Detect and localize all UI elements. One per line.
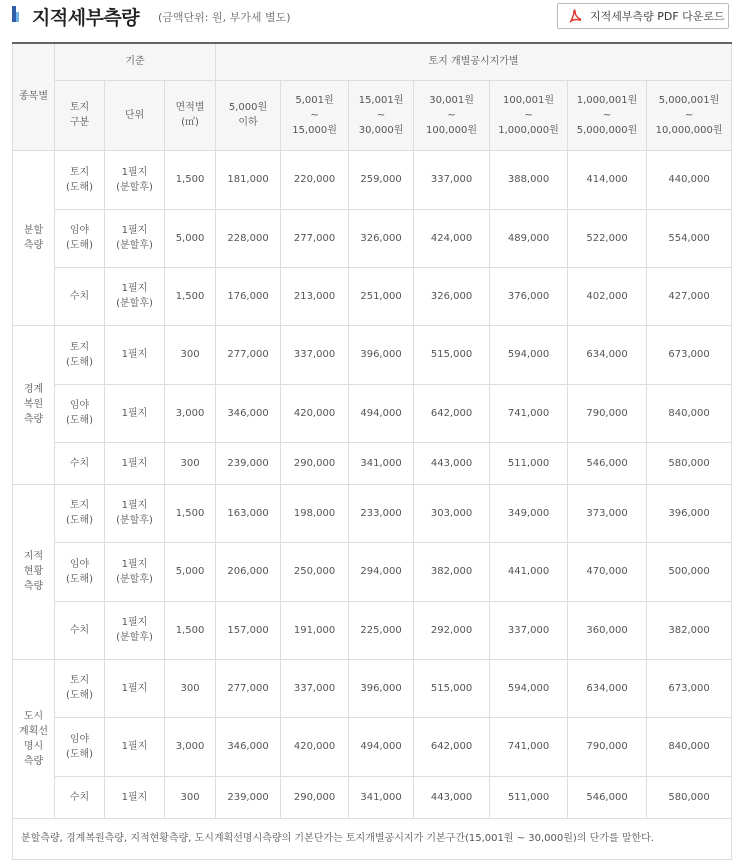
price-cell: 546,000 bbox=[568, 442, 647, 484]
price-cell: 228,000 bbox=[216, 209, 281, 267]
price-cell: 303,000 bbox=[414, 484, 490, 542]
price-range-header: 30,001원 ~ 100,000원 bbox=[414, 80, 490, 150]
area-cell: 5,000 bbox=[165, 542, 216, 601]
land-type-header: 토지 구분 bbox=[55, 80, 105, 150]
price-cell: 225,000 bbox=[349, 601, 414, 659]
area-cell: 1,500 bbox=[165, 150, 216, 209]
unit-cell: 1필지 bbox=[105, 717, 165, 776]
area-cell: 1,500 bbox=[165, 484, 216, 542]
price-cell: 373,000 bbox=[568, 484, 647, 542]
price-cell: 634,000 bbox=[568, 659, 647, 717]
price-cell: 290,000 bbox=[281, 442, 349, 484]
table-row bbox=[13, 717, 732, 776]
price-range-header: 5,001원 ~ 15,000원 bbox=[281, 80, 349, 150]
unit-cell: 1필지 (분할후) bbox=[105, 150, 165, 209]
price-cell: 337,000 bbox=[414, 150, 490, 209]
table-row bbox=[13, 325, 732, 384]
price-range-header: 1,000,001원 ~ 5,000,000원 bbox=[568, 80, 647, 150]
survey-category-cell: 분할 측량 bbox=[13, 150, 55, 325]
table-row bbox=[13, 601, 732, 659]
price-cell: 346,000 bbox=[216, 384, 281, 442]
price-cell: 414,000 bbox=[568, 150, 647, 209]
area-header: 면적별 (㎡) bbox=[165, 80, 216, 150]
price-cell: 326,000 bbox=[414, 267, 490, 325]
price-cell: 396,000 bbox=[647, 484, 732, 542]
price-cell: 360,000 bbox=[568, 601, 647, 659]
price-cell: 494,000 bbox=[349, 384, 414, 442]
price-range-header: 5,000원 이하 bbox=[216, 80, 281, 150]
price-cell: 494,000 bbox=[349, 717, 414, 776]
pdf-download-label: 지적세부측량 PDF 다운로드 bbox=[590, 10, 725, 23]
price-cell: 239,000 bbox=[216, 442, 281, 484]
land-type-cell: 수치 bbox=[55, 267, 105, 325]
survey-category-cell: 지적 현황 측량 bbox=[13, 484, 55, 659]
price-cell: 840,000 bbox=[647, 717, 732, 776]
price-cell: 511,000 bbox=[490, 776, 568, 818]
price-cell: 349,000 bbox=[490, 484, 568, 542]
land-type-cell: 수치 bbox=[55, 776, 105, 818]
price-cell: 441,000 bbox=[490, 542, 568, 601]
price-cell: 673,000 bbox=[647, 659, 732, 717]
unit-cell: 1필지 (분할후) bbox=[105, 484, 165, 542]
unit-cell: 1필지 (분할후) bbox=[105, 542, 165, 601]
price-range-header: 15,001원 ~ 30,000원 bbox=[349, 80, 414, 150]
price-cell: 515,000 bbox=[414, 659, 490, 717]
price-cell: 294,000 bbox=[349, 542, 414, 601]
price-cell: 341,000 bbox=[349, 442, 414, 484]
price-cell: 642,000 bbox=[414, 384, 490, 442]
price-cell: 790,000 bbox=[568, 717, 647, 776]
price-cell: 376,000 bbox=[490, 267, 568, 325]
price-cell: 580,000 bbox=[647, 442, 732, 484]
price-cell: 277,000 bbox=[216, 325, 281, 384]
page-header bbox=[0, 0, 737, 42]
land-type-cell: 임야 (도해) bbox=[55, 209, 105, 267]
table-row bbox=[13, 484, 732, 542]
price-cell: 443,000 bbox=[414, 776, 490, 818]
area-cell: 300 bbox=[165, 442, 216, 484]
pdf-download-button[interactable] bbox=[557, 3, 729, 29]
price-cell: 470,000 bbox=[568, 542, 647, 601]
criteria-header: 기준 bbox=[55, 43, 216, 80]
land-type-cell: 토지 (도해) bbox=[55, 484, 105, 542]
price-cell: 388,000 bbox=[490, 150, 568, 209]
title-marker-icon bbox=[12, 6, 18, 22]
unit-cell: 1필지 (분할후) bbox=[105, 267, 165, 325]
page-title: 지적세부측량 bbox=[32, 7, 140, 29]
area-cell: 3,000 bbox=[165, 384, 216, 442]
category-header: 종목별 bbox=[13, 43, 55, 150]
area-cell: 5,000 bbox=[165, 209, 216, 267]
table-row bbox=[13, 267, 732, 325]
price-cell: 337,000 bbox=[281, 659, 349, 717]
table-row bbox=[13, 542, 732, 601]
price-cell: 346,000 bbox=[216, 717, 281, 776]
unit-cell: 1필지 bbox=[105, 442, 165, 484]
table-row bbox=[13, 150, 732, 209]
price-cell: 424,000 bbox=[414, 209, 490, 267]
table-row bbox=[13, 659, 732, 717]
price-cell: 337,000 bbox=[490, 601, 568, 659]
price-cell: 250,000 bbox=[281, 542, 349, 601]
page-subtitle: (금액단위: 원, 부가세 별도) bbox=[158, 11, 291, 24]
price-cell: 402,000 bbox=[568, 267, 647, 325]
land-type-cell: 임야 (도해) bbox=[55, 542, 105, 601]
price-cell: 220,000 bbox=[281, 150, 349, 209]
price-cell: 511,000 bbox=[490, 442, 568, 484]
price-cell: 489,000 bbox=[490, 209, 568, 267]
price-cell: 594,000 bbox=[490, 325, 568, 384]
price-cell: 206,000 bbox=[216, 542, 281, 601]
area-cell: 1,500 bbox=[165, 601, 216, 659]
price-cell: 341,000 bbox=[349, 776, 414, 818]
land-type-cell: 토지 (도해) bbox=[55, 325, 105, 384]
price-cell: 546,000 bbox=[568, 776, 647, 818]
price-cell: 634,000 bbox=[568, 325, 647, 384]
land-type-cell: 토지 (도해) bbox=[55, 659, 105, 717]
price-cell: 259,000 bbox=[349, 150, 414, 209]
unit-cell: 1필지 bbox=[105, 325, 165, 384]
price-cell: 790,000 bbox=[568, 384, 647, 442]
price-cell: 522,000 bbox=[568, 209, 647, 267]
price-cell: 580,000 bbox=[647, 776, 732, 818]
price-range-header: 5,000,001원 ~ 10,000,000원 bbox=[647, 80, 732, 150]
unit-cell: 1필지 (분할후) bbox=[105, 601, 165, 659]
price-cell: 290,000 bbox=[281, 776, 349, 818]
unit-cell: 1필지 (분할후) bbox=[105, 209, 165, 267]
survey-category-cell: 경계 복원 측량 bbox=[13, 325, 55, 484]
land-price-header: 토지 개별공시지가별 bbox=[216, 43, 732, 80]
unit-header: 단위 bbox=[105, 80, 165, 150]
survey-fee-table bbox=[12, 42, 732, 860]
land-type-cell: 임야 (도해) bbox=[55, 717, 105, 776]
area-cell: 300 bbox=[165, 659, 216, 717]
price-cell: 443,000 bbox=[414, 442, 490, 484]
unit-cell: 1필지 bbox=[105, 384, 165, 442]
price-cell: 420,000 bbox=[281, 717, 349, 776]
price-cell: 382,000 bbox=[647, 601, 732, 659]
table-note: 분할측량, 경계복원측량, 지적현황측량, 도시계획선명시측량의 기본단가는 토지개별공시지가 기본구간(15,001원 ~ 30,000원)의 단가를 말한다. bbox=[13, 818, 732, 859]
price-cell: 440,000 bbox=[647, 150, 732, 209]
table-row bbox=[13, 776, 732, 818]
price-cell: 326,000 bbox=[349, 209, 414, 267]
price-cell: 500,000 bbox=[647, 542, 732, 601]
price-cell: 277,000 bbox=[216, 659, 281, 717]
price-cell: 673,000 bbox=[647, 325, 732, 384]
unit-cell: 1필지 bbox=[105, 776, 165, 818]
price-cell: 337,000 bbox=[281, 325, 349, 384]
price-cell: 176,000 bbox=[216, 267, 281, 325]
price-cell: 157,000 bbox=[216, 601, 281, 659]
price-cell: 427,000 bbox=[647, 267, 732, 325]
land-type-cell: 수치 bbox=[55, 442, 105, 484]
price-cell: 515,000 bbox=[414, 325, 490, 384]
price-cell: 213,000 bbox=[281, 267, 349, 325]
price-cell: 840,000 bbox=[647, 384, 732, 442]
price-cell: 233,000 bbox=[349, 484, 414, 542]
pdf-icon bbox=[568, 9, 582, 23]
price-cell: 642,000 bbox=[414, 717, 490, 776]
land-type-cell: 임야 (도해) bbox=[55, 384, 105, 442]
price-cell: 198,000 bbox=[281, 484, 349, 542]
price-range-header: 100,001원 ~ 1,000,000원 bbox=[490, 80, 568, 150]
price-cell: 191,000 bbox=[281, 601, 349, 659]
table-head bbox=[13, 43, 732, 150]
price-cell: 594,000 bbox=[490, 659, 568, 717]
unit-cell: 1필지 bbox=[105, 659, 165, 717]
land-type-cell: 수치 bbox=[55, 601, 105, 659]
price-cell: 741,000 bbox=[490, 384, 568, 442]
price-cell: 396,000 bbox=[349, 659, 414, 717]
area-cell: 300 bbox=[165, 325, 216, 384]
price-cell: 239,000 bbox=[216, 776, 281, 818]
table-row bbox=[13, 384, 732, 442]
area-cell: 1,500 bbox=[165, 267, 216, 325]
price-cell: 163,000 bbox=[216, 484, 281, 542]
price-cell: 277,000 bbox=[281, 209, 349, 267]
price-cell: 382,000 bbox=[414, 542, 490, 601]
price-cell: 420,000 bbox=[281, 384, 349, 442]
price-cell: 292,000 bbox=[414, 601, 490, 659]
table-row bbox=[13, 209, 732, 267]
price-cell: 251,000 bbox=[349, 267, 414, 325]
table-row bbox=[13, 442, 732, 484]
price-cell: 554,000 bbox=[647, 209, 732, 267]
price-cell: 396,000 bbox=[349, 325, 414, 384]
table-body bbox=[13, 150, 732, 818]
price-cell: 741,000 bbox=[490, 717, 568, 776]
area-cell: 300 bbox=[165, 776, 216, 818]
land-type-cell: 토지 (도해) bbox=[55, 150, 105, 209]
price-cell: 181,000 bbox=[216, 150, 281, 209]
survey-category-cell: 도시 계획선 명시 측량 bbox=[13, 659, 55, 818]
area-cell: 3,000 bbox=[165, 717, 216, 776]
